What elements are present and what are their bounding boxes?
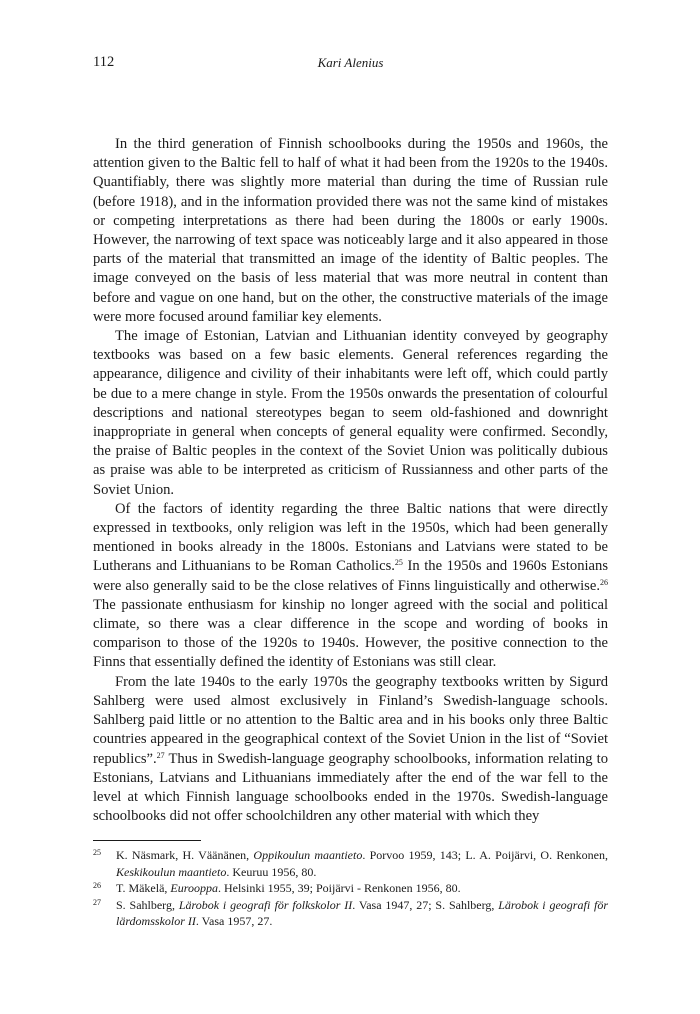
footnote-ref[interactable]: 26 <box>600 577 608 587</box>
footnote-ref[interactable]: 27 <box>156 750 165 760</box>
paragraph: In the third generation of Finnish schoolbooks during the 1950s and 1960s, the attention given to the Baltic fell to half of what it had been from the 1920s to the 1940s. Quantifiably, there was slightly more material than during the time of Russian rule (before 1918), and in the information provided there was not the same kind of mistakes or competing interpretations as there had been during the 1800s or early 1900s. However, the narrowing of text space was noticeably large and it also appeared in those parts of the material that transmitted an image of the identity of Baltic peoples. The image conveyed on the basis of less material that was more neutral in content than before and vague on one hand, but on the other, the constructive materials of the image were more focused around familiar key elements. <box>93 136 608 325</box>
footnote-number: 27 <box>93 897 101 907</box>
page-header <box>93 54 608 74</box>
paragraph: The image of Estonian, Latvian and Lithuanian identity conveyed by geography textbooks was based on a few basic elements. General references regarding the appearance, diligence and civility of their inhabitants were left off, which could partly be due to a mere change in style. From the 1950s onwards the presentation of colourful descriptions and national stereotypes began to seem old-fashioned and downright inappropriate in general when concepts of general equality were confirmed. Secondly, the praise of Baltic peoples in the context of the Soviet Union was politically dubious as praise was able to be interpreted as criticism of Russianness and other parts of the Soviet Union. <box>93 328 608 498</box>
footnote-27: 27 S. Sahlberg, Lärobok i geografi för folkskolor II. Vasa 1947, 27; S. Sahlberg, Lärobok i geografi för lärdomsskolor II. Vasa 1957, 27. <box>93 897 608 929</box>
paragraph: From the late 1940s to the early 1970s the geography textbooks written by Sigurd Sahlberg were used almost exclusively in Finland’s Swedish-language schools. Sahlberg paid little or no attention to the Baltic area and in his books only three Baltic countries appeared in the geographical context of the Soviet Union in the list of “Soviet republics”.$^{27}$ Thus in Swedish-language geography schoolbooks, information relating to Estonians, Latvians and Lithuanians immediately after the end of the war fell to the level at which Finnish language schoolbooks ended in the 1970s. Swedish-language schoolbooks did not offer schoolchildren any other material with which they <box>93 673 608 825</box>
footnote-ref[interactable]: 25 <box>394 558 403 568</box>
paragraph: Of the factors of identity regarding the three Baltic nations that were directly expressed in textbooks, only religion was left in the 1950s, which had been generally mentioned in books already in the 1800s. Estonians and Latvians were stated to be Lutherans and Lithuanians to be Roman Catholics.$^{25}$ In the 1950s and 1960s Estonians were also generally said to be the close relatives of Finns linguistically and otherwise.$^{26}$ The passionate enthusiasm for kinship no longer agreed with the social and political climate, so there was a clear difference in the scope and wording of books in comparison to those of the 1920s to 1940s. However, the positive connection to the Finns that essentially defined the identity of Estonians was still clear. <box>93 500 608 671</box>
footnote-number: 26 <box>93 881 101 891</box>
footnote-number: 25 <box>93 848 101 857</box>
page-number: 112 <box>93 54 115 70</box>
footnotes <box>93 847 608 930</box>
body-text <box>93 135 608 826</box>
footnote-25: 25 K. Näsmark, H. Väänänen, Oppikoulun maantieto. Porvoo 1959, 143; L. A. Poijärvi, O. Renkonen, Keskikoulun maantieto. Keuruu 1956, 80. <box>93 848 608 879</box>
running-head-author: Kari Alenius <box>317 55 384 70</box>
footnote-26: 26 T. Mäkelä, Eurooppa. Helsinki 1955, 39; Poijärvi - Renkonen 1956, 80. <box>93 881 461 896</box>
footnote-divider <box>93 840 201 841</box>
